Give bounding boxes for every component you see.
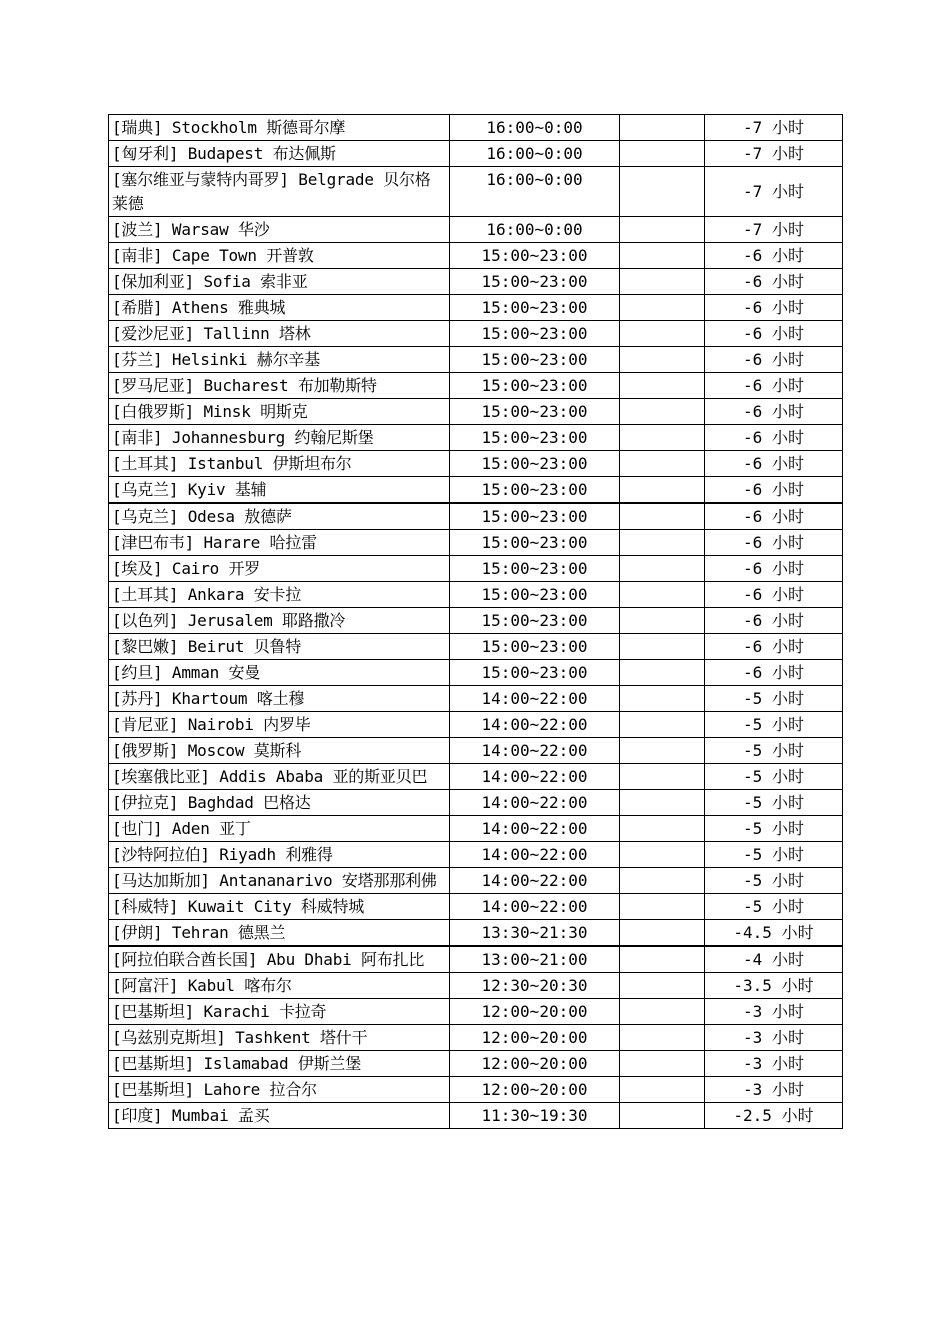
city-cell: [印度] Mumbai 孟买 <box>109 1103 450 1129</box>
table-row <box>109 141 843 167</box>
time-range-cell: 16:00~0:00 <box>450 115 620 141</box>
city-cell: [苏丹] Khartoum 喀土穆 <box>109 686 450 712</box>
table-row <box>109 582 843 608</box>
time-range-cell: 14:00~22:00 <box>450 712 620 738</box>
time-range-cell: 14:00~22:00 <box>450 842 620 868</box>
table-row <box>109 1025 843 1051</box>
city-cell: [黎巴嫩] Beirut 贝鲁特 <box>109 634 450 660</box>
empty-cell <box>620 425 705 451</box>
table-row <box>109 477 843 504</box>
city-cell: [南非] Cape Town 开普敦 <box>109 243 450 269</box>
table-row <box>109 920 843 947</box>
time-range-cell: 15:00~23:00 <box>450 243 620 269</box>
time-difference-cell: -5 小时 <box>705 686 843 712</box>
table-row <box>109 115 843 141</box>
time-difference-cell: -4 小时 <box>705 946 843 973</box>
empty-cell <box>620 946 705 973</box>
city-cell: [巴基斯坦] Karachi 卡拉奇 <box>109 999 450 1025</box>
empty-cell <box>620 608 705 634</box>
empty-cell <box>620 790 705 816</box>
time-range-cell: 14:00~22:00 <box>450 816 620 842</box>
table-row <box>109 764 843 790</box>
empty-cell <box>620 269 705 295</box>
table-row <box>109 686 843 712</box>
empty-cell <box>620 816 705 842</box>
table-row <box>109 608 843 634</box>
table-row <box>109 399 843 425</box>
time-difference-cell: -4.5 小时 <box>705 920 843 947</box>
time-difference-cell: -6 小时 <box>705 608 843 634</box>
empty-cell <box>620 999 705 1025</box>
time-range-cell: 16:00~0:00 <box>450 141 620 167</box>
city-cell: [瑞典] Stockholm 斯德哥尔摩 <box>109 115 450 141</box>
city-cell: [俄罗斯] Moscow 莫斯科 <box>109 738 450 764</box>
table-row <box>109 790 843 816</box>
city-cell: [巴基斯坦] Lahore 拉合尔 <box>109 1077 450 1103</box>
time-difference-cell: -6 小时 <box>705 582 843 608</box>
empty-cell <box>620 1025 705 1051</box>
empty-cell <box>620 373 705 399</box>
city-cell: [阿拉伯联合酋长国] Abu Dhabi 阿布扎比 <box>109 946 450 973</box>
table-row <box>109 634 843 660</box>
table-row <box>109 712 843 738</box>
table-row <box>109 946 843 973</box>
empty-cell <box>620 712 705 738</box>
city-cell: [也门] Aden 亚丁 <box>109 816 450 842</box>
time-difference-cell: -3 小时 <box>705 999 843 1025</box>
city-cell: [乌兹别克斯坦] Tashkent 塔什干 <box>109 1025 450 1051</box>
time-difference-cell: -6 小时 <box>705 425 843 451</box>
time-range-cell: 15:00~23:00 <box>450 530 620 556</box>
time-difference-cell: -3 小时 <box>705 1051 843 1077</box>
time-range-cell: 15:00~23:00 <box>450 373 620 399</box>
time-range-cell: 14:00~22:00 <box>450 868 620 894</box>
time-difference-cell: -5 小时 <box>705 842 843 868</box>
empty-cell <box>620 738 705 764</box>
time-difference-cell: -3.5 小时 <box>705 973 843 999</box>
empty-cell <box>620 217 705 243</box>
time-range-cell: 15:00~23:00 <box>450 425 620 451</box>
table-row <box>109 425 843 451</box>
city-cell: [巴基斯坦] Islamabad 伊斯兰堡 <box>109 1051 450 1077</box>
time-range-cell: 15:00~23:00 <box>450 269 620 295</box>
time-range-cell: 12:00~20:00 <box>450 999 620 1025</box>
empty-cell <box>620 115 705 141</box>
time-difference-cell: -3 小时 <box>705 1025 843 1051</box>
city-cell: [芬兰] Helsinki 赫尔辛基 <box>109 347 450 373</box>
table-row <box>109 373 843 399</box>
table-row <box>109 451 843 477</box>
city-cell: [土耳其] Ankara 安卡拉 <box>109 582 450 608</box>
table-row <box>109 738 843 764</box>
table-row <box>109 894 843 920</box>
time-range-cell: 15:00~23:00 <box>450 556 620 582</box>
empty-cell <box>620 1103 705 1129</box>
city-cell: [匈牙利] Budapest 布达佩斯 <box>109 141 450 167</box>
city-cell: [埃及] Cairo 开罗 <box>109 556 450 582</box>
city-cell: [波兰] Warsaw 华沙 <box>109 217 450 243</box>
empty-cell <box>620 243 705 269</box>
city-cell: [土耳其] Istanbul 伊斯坦布尔 <box>109 451 450 477</box>
table-row <box>109 868 843 894</box>
time-difference-cell: -6 小时 <box>705 503 843 530</box>
city-cell: [沙特阿拉伯] Riyadh 利雅得 <box>109 842 450 868</box>
time-difference-cell: -6 小时 <box>705 295 843 321</box>
empty-cell <box>620 503 705 530</box>
time-difference-cell: -6 小时 <box>705 530 843 556</box>
table-row <box>109 347 843 373</box>
empty-cell <box>620 894 705 920</box>
empty-cell <box>620 451 705 477</box>
timezone-table-body <box>109 115 843 1129</box>
empty-cell <box>620 321 705 347</box>
table-row <box>109 167 843 217</box>
time-range-cell: 11:30~19:30 <box>450 1103 620 1129</box>
time-difference-cell: -5 小时 <box>705 790 843 816</box>
time-range-cell: 15:00~23:00 <box>450 451 620 477</box>
time-range-cell: 14:00~22:00 <box>450 738 620 764</box>
time-range-cell: 15:00~23:00 <box>450 477 620 504</box>
table-row <box>109 842 843 868</box>
empty-cell <box>620 920 705 947</box>
empty-cell <box>620 1051 705 1077</box>
table-row <box>109 269 843 295</box>
table-row <box>109 217 843 243</box>
table-row <box>109 999 843 1025</box>
time-difference-cell: -6 小时 <box>705 660 843 686</box>
time-difference-cell: -5 小时 <box>705 738 843 764</box>
empty-cell <box>620 530 705 556</box>
empty-cell <box>620 477 705 504</box>
time-difference-cell: -7 小时 <box>705 141 843 167</box>
table-row <box>109 1103 843 1129</box>
time-difference-cell: -7 小时 <box>705 115 843 141</box>
time-difference-cell: -3 小时 <box>705 1077 843 1103</box>
time-range-cell: 15:00~23:00 <box>450 582 620 608</box>
empty-cell <box>620 295 705 321</box>
empty-cell <box>620 556 705 582</box>
empty-cell <box>620 660 705 686</box>
city-cell: [南非] Johannesburg 约翰尼斯堡 <box>109 425 450 451</box>
timezone-table <box>108 114 843 1129</box>
empty-cell <box>620 141 705 167</box>
time-range-cell: 15:00~23:00 <box>450 634 620 660</box>
table-row <box>109 321 843 347</box>
empty-cell <box>620 973 705 999</box>
city-cell: [乌克兰] Odesa 敖德萨 <box>109 503 450 530</box>
time-range-cell: 16:00~0:00 <box>450 167 620 217</box>
time-range-cell: 15:00~23:00 <box>450 347 620 373</box>
empty-cell <box>620 399 705 425</box>
empty-cell <box>620 634 705 660</box>
city-cell: [罗马尼亚] Bucharest 布加勒斯特 <box>109 373 450 399</box>
time-difference-cell: -6 小时 <box>705 269 843 295</box>
time-range-cell: 15:00~23:00 <box>450 295 620 321</box>
table-row <box>109 243 843 269</box>
time-range-cell: 15:00~23:00 <box>450 399 620 425</box>
table-row <box>109 556 843 582</box>
time-difference-cell: -6 小时 <box>705 373 843 399</box>
city-cell: [以色列] Jerusalem 耶路撒冷 <box>109 608 450 634</box>
time-range-cell: 13:00~21:00 <box>450 946 620 973</box>
empty-cell <box>620 868 705 894</box>
table-row <box>109 295 843 321</box>
city-cell: [伊朗] Tehran 德黑兰 <box>109 920 450 947</box>
time-difference-cell: -6 小时 <box>705 634 843 660</box>
time-range-cell: 15:00~23:00 <box>450 321 620 347</box>
city-cell: [乌克兰] Kyiv 基辅 <box>109 477 450 504</box>
time-range-cell: 15:00~23:00 <box>450 660 620 686</box>
empty-cell <box>620 167 705 217</box>
empty-cell <box>620 842 705 868</box>
city-cell: [爱沙尼亚] Tallinn 塔林 <box>109 321 450 347</box>
time-range-cell: 14:00~22:00 <box>450 894 620 920</box>
city-cell: [保加利亚] Sofia 索非亚 <box>109 269 450 295</box>
table-row <box>109 530 843 556</box>
time-range-cell: 13:30~21:30 <box>450 920 620 947</box>
city-cell: [科威特] Kuwait City 科威特城 <box>109 894 450 920</box>
time-difference-cell: -5 小时 <box>705 816 843 842</box>
time-difference-cell: -6 小时 <box>705 477 843 504</box>
time-difference-cell: -5 小时 <box>705 764 843 790</box>
time-difference-cell: -6 小时 <box>705 243 843 269</box>
time-range-cell: 16:00~0:00 <box>450 217 620 243</box>
empty-cell <box>620 1077 705 1103</box>
time-range-cell: 12:00~20:00 <box>450 1051 620 1077</box>
time-difference-cell: -5 小时 <box>705 712 843 738</box>
city-cell: [马达加斯加] Antananarivo 安塔那那利佛 <box>109 868 450 894</box>
table-row <box>109 660 843 686</box>
time-difference-cell: -6 小时 <box>705 321 843 347</box>
time-difference-cell: -6 小时 <box>705 451 843 477</box>
time-difference-cell: -5 小时 <box>705 894 843 920</box>
time-difference-cell: -7 小时 <box>705 217 843 243</box>
empty-cell <box>620 686 705 712</box>
empty-cell <box>620 347 705 373</box>
city-cell: [希腊] Athens 雅典城 <box>109 295 450 321</box>
city-cell: [阿富汗] Kabul 喀布尔 <box>109 973 450 999</box>
table-row <box>109 1077 843 1103</box>
city-cell: [塞尔维亚与蒙特内哥罗] Belgrade 贝尔格莱德 <box>109 167 450 217</box>
time-range-cell: 12:00~20:00 <box>450 1077 620 1103</box>
table-row <box>109 1051 843 1077</box>
time-range-cell: 14:00~22:00 <box>450 790 620 816</box>
time-difference-cell: -6 小时 <box>705 399 843 425</box>
city-cell: [约旦] Amman 安曼 <box>109 660 450 686</box>
table-row <box>109 816 843 842</box>
empty-cell <box>620 764 705 790</box>
time-difference-cell: -6 小时 <box>705 556 843 582</box>
time-range-cell: 14:00~22:00 <box>450 686 620 712</box>
time-range-cell: 15:00~23:00 <box>450 608 620 634</box>
time-range-cell: 12:30~20:30 <box>450 973 620 999</box>
time-range-cell: 15:00~23:00 <box>450 503 620 530</box>
table-row <box>109 503 843 530</box>
city-cell: [白俄罗斯] Minsk 明斯克 <box>109 399 450 425</box>
time-range-cell: 14:00~22:00 <box>450 764 620 790</box>
city-cell: [津巴布韦] Harare 哈拉雷 <box>109 530 450 556</box>
city-cell: [伊拉克] Baghdad 巴格达 <box>109 790 450 816</box>
table-row <box>109 973 843 999</box>
time-difference-cell: -2.5 小时 <box>705 1103 843 1129</box>
time-range-cell: 12:00~20:00 <box>450 1025 620 1051</box>
document-page <box>108 114 842 1129</box>
time-difference-cell: -6 小时 <box>705 347 843 373</box>
city-cell: [肯尼亚] Nairobi 内罗毕 <box>109 712 450 738</box>
empty-cell <box>620 582 705 608</box>
time-difference-cell: -5 小时 <box>705 868 843 894</box>
time-difference-cell: -7 小时 <box>705 167 843 217</box>
city-cell: [埃塞俄比亚] Addis Ababa 亚的斯亚贝巴 <box>109 764 450 790</box>
